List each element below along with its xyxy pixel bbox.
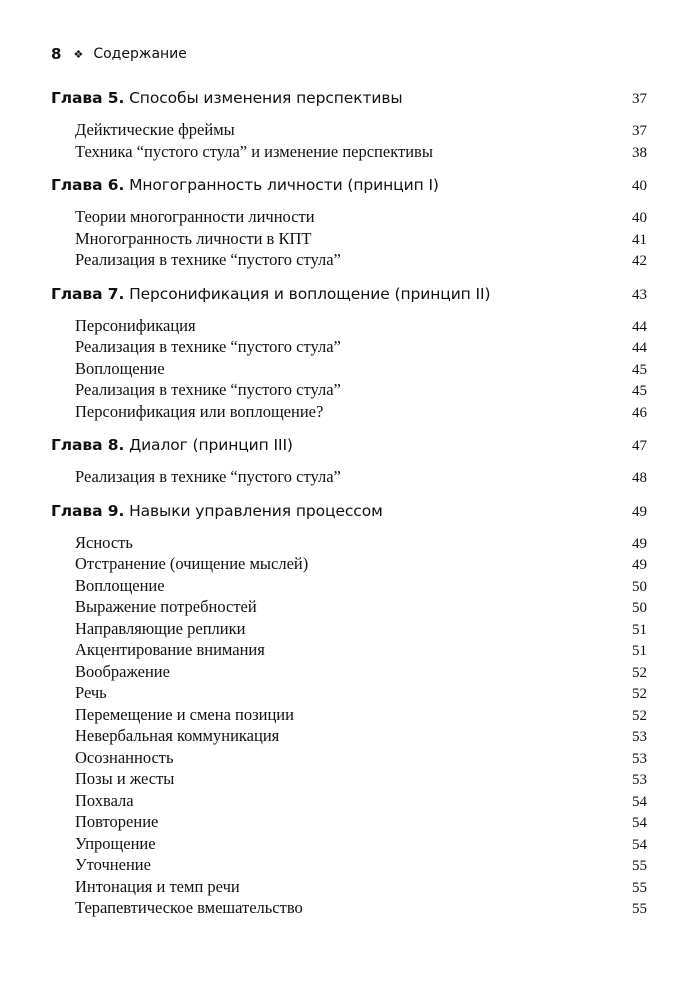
entry-page-number: 50 — [632, 578, 647, 595]
chapter-title-text: Навыки управления процессом — [129, 501, 383, 520]
chapter-page-number: 43 — [632, 286, 647, 303]
entry-title: Выражение потребностей — [75, 597, 257, 616]
entry-page-number: 42 — [632, 253, 647, 269]
entry-page-number: 45 — [632, 383, 647, 399]
toc-entry[interactable] — [51, 206, 647, 228]
entry-page-number: 51 — [632, 621, 647, 638]
toc-entry[interactable] — [51, 854, 647, 876]
entry-title: Направляющие реплики — [75, 618, 246, 638]
toc-chapter — [51, 86, 647, 162]
entry-page-number: 41 — [632, 231, 647, 248]
entry-page-number: 50 — [632, 600, 647, 616]
diamond-ornament-icon: ❖ — [73, 47, 84, 61]
entry-title: Многогранность личности в КПТ — [75, 228, 312, 248]
chapter-title-text: Многогранность личности (принцип I) — [129, 176, 439, 194]
entry-page-number: 44 — [632, 340, 647, 356]
entry-title: Упрощение — [75, 833, 156, 853]
entry-page-number: 44 — [632, 318, 647, 335]
entry-page-number: 52 — [632, 707, 647, 724]
entry-title: Персонификация или воплощение? — [75, 401, 324, 421]
chapter-title — [51, 499, 383, 523]
entry-page-number: 38 — [632, 144, 647, 161]
chapter-title-text: Персонификация и воплощение (принцип II) — [129, 284, 491, 303]
chapter-heading[interactable] — [51, 282, 647, 306]
toc-entry[interactable] — [51, 639, 647, 661]
toc-entry[interactable] — [51, 596, 647, 618]
entry-page-number: 51 — [632, 643, 647, 659]
toc-entry[interactable] — [51, 833, 647, 855]
chapter-page-number: 47 — [632, 438, 647, 454]
toc-entry[interactable] — [51, 725, 647, 747]
entry-page-number: 55 — [632, 901, 647, 917]
entry-title: Похвала — [75, 790, 134, 810]
entry-page-number: 55 — [632, 858, 647, 874]
entry-page-number: 54 — [632, 793, 647, 810]
toc-entry[interactable] — [51, 141, 647, 163]
toc-entry[interactable] — [51, 249, 647, 271]
toc-entry[interactable] — [51, 682, 647, 704]
toc-entry[interactable] — [51, 228, 647, 250]
chapter-heading[interactable] — [51, 173, 647, 197]
chapter-page-number: 37 — [632, 91, 647, 107]
chapter-heading[interactable] — [51, 433, 647, 457]
entry-title: Реализация в технике “пустого стула” — [75, 337, 341, 356]
chapter-title-text: Диалог (принцип III) — [129, 436, 293, 454]
entry-page-number: 53 — [632, 750, 647, 767]
entry-title: Интонация и темп речи — [75, 876, 240, 896]
toc-entry[interactable] — [51, 466, 647, 488]
toc-entry[interactable] — [51, 618, 647, 640]
entry-page-number: 40 — [632, 210, 647, 226]
entry-page-number: 37 — [632, 123, 647, 139]
entry-title: Невербальная коммуникация — [75, 726, 280, 745]
entry-title: Персонификация — [75, 315, 196, 335]
toc-entry[interactable] — [51, 401, 647, 423]
entry-title: Акцентирование внимания — [75, 640, 265, 659]
chapter-title — [51, 173, 439, 197]
toc-entry[interactable] — [51, 119, 647, 141]
entry-title: Позы и жесты — [75, 769, 175, 788]
toc-entry[interactable] — [51, 897, 647, 919]
toc-entry[interactable] — [51, 315, 647, 337]
entry-title: Воображение — [75, 661, 170, 681]
entry-title: Терапевтическое вмешательство — [75, 898, 303, 917]
entry-title: Реализация в технике “пустого стула” — [75, 380, 341, 399]
running-header-title: Содержание — [93, 46, 187, 62]
chapter-heading[interactable] — [51, 86, 647, 110]
toc-entry[interactable] — [51, 336, 647, 358]
entry-title: Теории многогранности личности — [75, 207, 315, 226]
entry-page-number: 48 — [632, 470, 647, 486]
toc-chapter — [51, 499, 647, 919]
entry-page-number: 52 — [632, 664, 647, 681]
entry-title: Реализация в технике “пустого стула” — [75, 467, 341, 486]
entry-title: Осознанность — [75, 747, 174, 767]
chapter-page-number: 40 — [632, 178, 647, 194]
toc-entry[interactable] — [51, 661, 647, 683]
entry-title: Воплощение — [75, 575, 165, 595]
chapter-title — [51, 433, 293, 457]
chapter-title-text: Способы изменения перспективы — [129, 89, 403, 107]
entry-title: Реализация в технике “пустого стула” — [75, 250, 341, 269]
running-header — [51, 45, 187, 63]
entry-page-number: 55 — [632, 879, 647, 896]
table-of-contents — [51, 86, 647, 930]
chapter-label: Глава 9. — [51, 501, 125, 520]
entry-page-number: 52 — [632, 686, 647, 702]
chapter-heading[interactable] — [51, 499, 647, 523]
toc-entry[interactable] — [51, 747, 647, 769]
toc-chapter — [51, 433, 647, 488]
toc-entry[interactable] — [51, 553, 647, 575]
entry-page-number: 53 — [632, 772, 647, 788]
toc-entry[interactable] — [51, 532, 647, 554]
entry-page-number: 46 — [632, 404, 647, 421]
toc-entry[interactable] — [51, 358, 647, 380]
chapter-page-number: 49 — [632, 503, 647, 520]
entry-title: Повторение — [75, 812, 159, 831]
chapter-label: Глава 7. — [51, 284, 125, 303]
chapter-title — [51, 86, 403, 110]
toc-entry[interactable] — [51, 704, 647, 726]
toc-entry[interactable] — [51, 876, 647, 898]
toc-chapter — [51, 173, 647, 271]
chapter-label: Глава 5. — [51, 89, 125, 107]
toc-entry[interactable] — [51, 811, 647, 833]
entry-page-number: 54 — [632, 815, 647, 831]
toc-entry[interactable] — [51, 768, 647, 790]
entry-title: Отстранение (очищение мыслей) — [75, 554, 309, 573]
entry-title: Ясность — [75, 532, 133, 552]
entry-title: Дейктические фреймы — [75, 120, 235, 139]
entry-page-number: 49 — [632, 535, 647, 552]
entry-title: Речь — [75, 683, 107, 702]
entry-page-number: 54 — [632, 836, 647, 853]
chapter-title — [51, 282, 490, 306]
entry-page-number: 45 — [632, 361, 647, 378]
chapter-label: Глава 8. — [51, 436, 125, 454]
entry-title: Перемещение и смена позиции — [75, 704, 294, 724]
entry-page-number: 53 — [632, 729, 647, 745]
entry-page-number: 49 — [632, 557, 647, 573]
entry-title: Уточнение — [75, 855, 151, 874]
page-number: 8 — [51, 45, 62, 63]
toc-entry[interactable] — [51, 379, 647, 401]
entry-title: Воплощение — [75, 358, 165, 378]
chapter-label: Глава 6. — [51, 176, 125, 194]
toc-entry[interactable] — [51, 790, 647, 812]
toc-chapter — [51, 282, 647, 423]
toc-entry[interactable] — [51, 575, 647, 597]
entry-title: Техника “пустого стула” и изменение перспективы — [75, 141, 433, 161]
